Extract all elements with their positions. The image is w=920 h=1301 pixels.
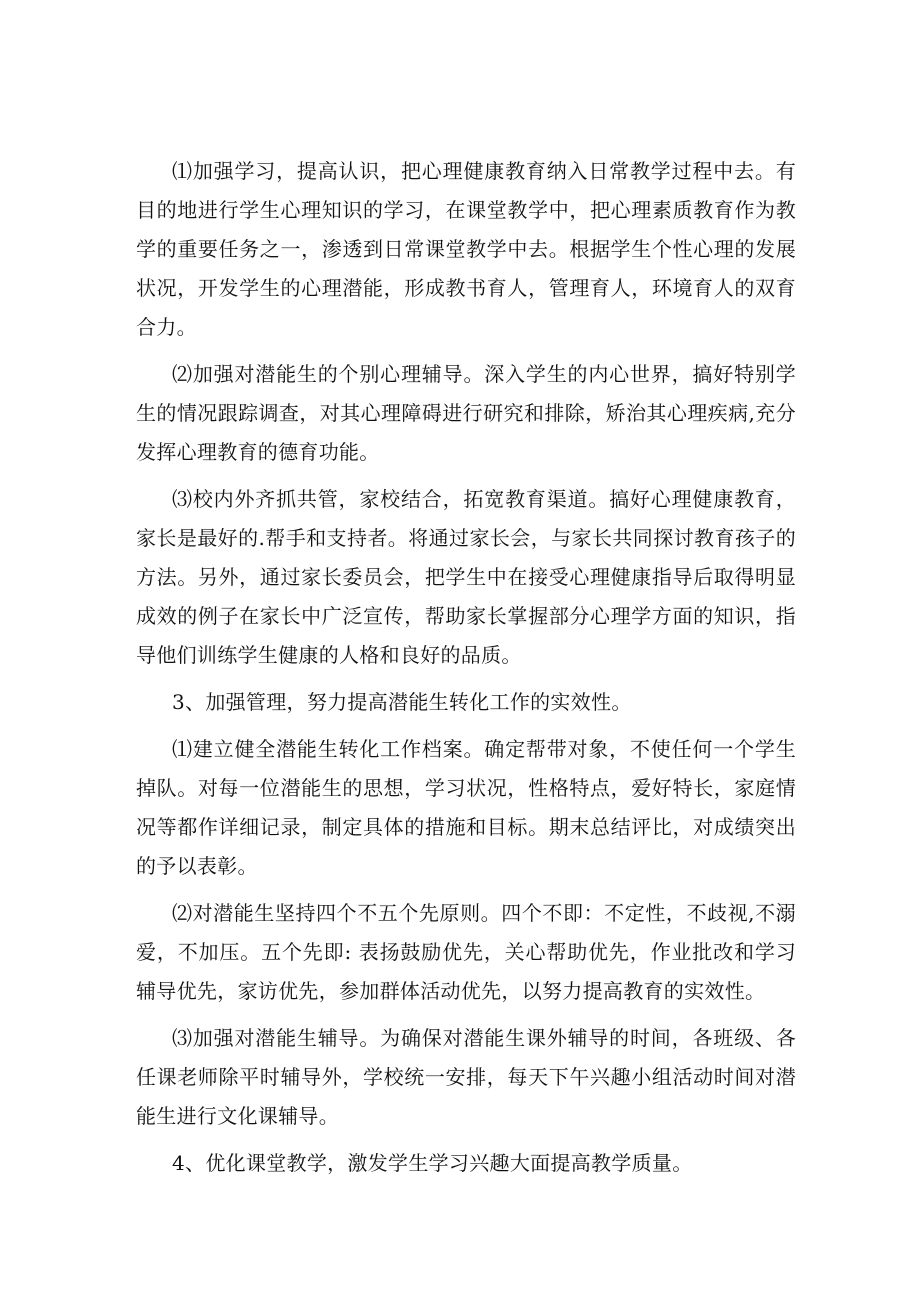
document-body xyxy=(136,152,796,1191)
paragraph-4: ⑴建立健全潜能生转化工作档案。确定帮带对象，不使任何一个学生掉队。对每一位潜能生的思想，学习状况，性格特点，爱好特长，家庭情况等都作详细记录，制定具体的措施和目标。期末总结评比，对成绩突出的予以表彰。 xyxy=(136,737,796,878)
section-heading-4: 4、优化课堂教学，激发学生学习兴趣大面提高教学质量。 xyxy=(172,1151,693,1175)
paragraph-5: ⑵对潜能生坚持四个不五个先原则。四个不即：不定性，不歧视,不溺爱，不加压。五个先即: 表扬鼓励优先，关心帮助优先，作业批改和学习辅导优先，家访优先，参加群体活动优先，以努力提高教育的实效性。 xyxy=(136,901,796,1003)
section-heading-3: 3、加强管理，努力提高潜能生转化工作的实效性。 xyxy=(172,690,632,714)
paragraph-2: ⑵加强对潜能生的个别心理辅导。深入学生的内心世界，搞好特别学生的情况跟踪调查，对其心理障碍进行研究和排除，矫治其心理疾病,充分发挥心理教育的德育功能。 xyxy=(136,362,796,464)
paragraph-3: ⑶校内外齐抓共管，家校结合，拓宽教育渠道。搞好心理健康教育，家长是最好的.帮手和支持者。将通过家长会，与家长共同探讨教育孩子的方法。另外，通过家长委员会，把学生中在接受心理健康指导后取得明显成效的例子在家长中广泛宣传，帮助家长掌握部分心理学方面的知识，指导他们训练学生健康的人格和良好的品质。 xyxy=(136,487,796,667)
paragraph-1: ⑴加强学习，提高认识，把心理健康教育纳入日常教学过程中去。有目的地进行学生心理知识的学习，在课堂教学中，把心理素质教育作为教学的重要任务之一，渗透到日常课堂教学中去。根据学生个性心理的发展状况，开发学生的心理潜能，形成教书育人，管理育人，环境育人的双育合力。 xyxy=(136,159,796,339)
paragraph-6: ⑶加强对潜能生辅导。为确保对潜能生课外辅导的时间，各班级、各任课老师除平时辅导外，学校统一安排，每天下午兴趣小组活动时间对潜能生进行文化课辅导。 xyxy=(136,1026,796,1128)
